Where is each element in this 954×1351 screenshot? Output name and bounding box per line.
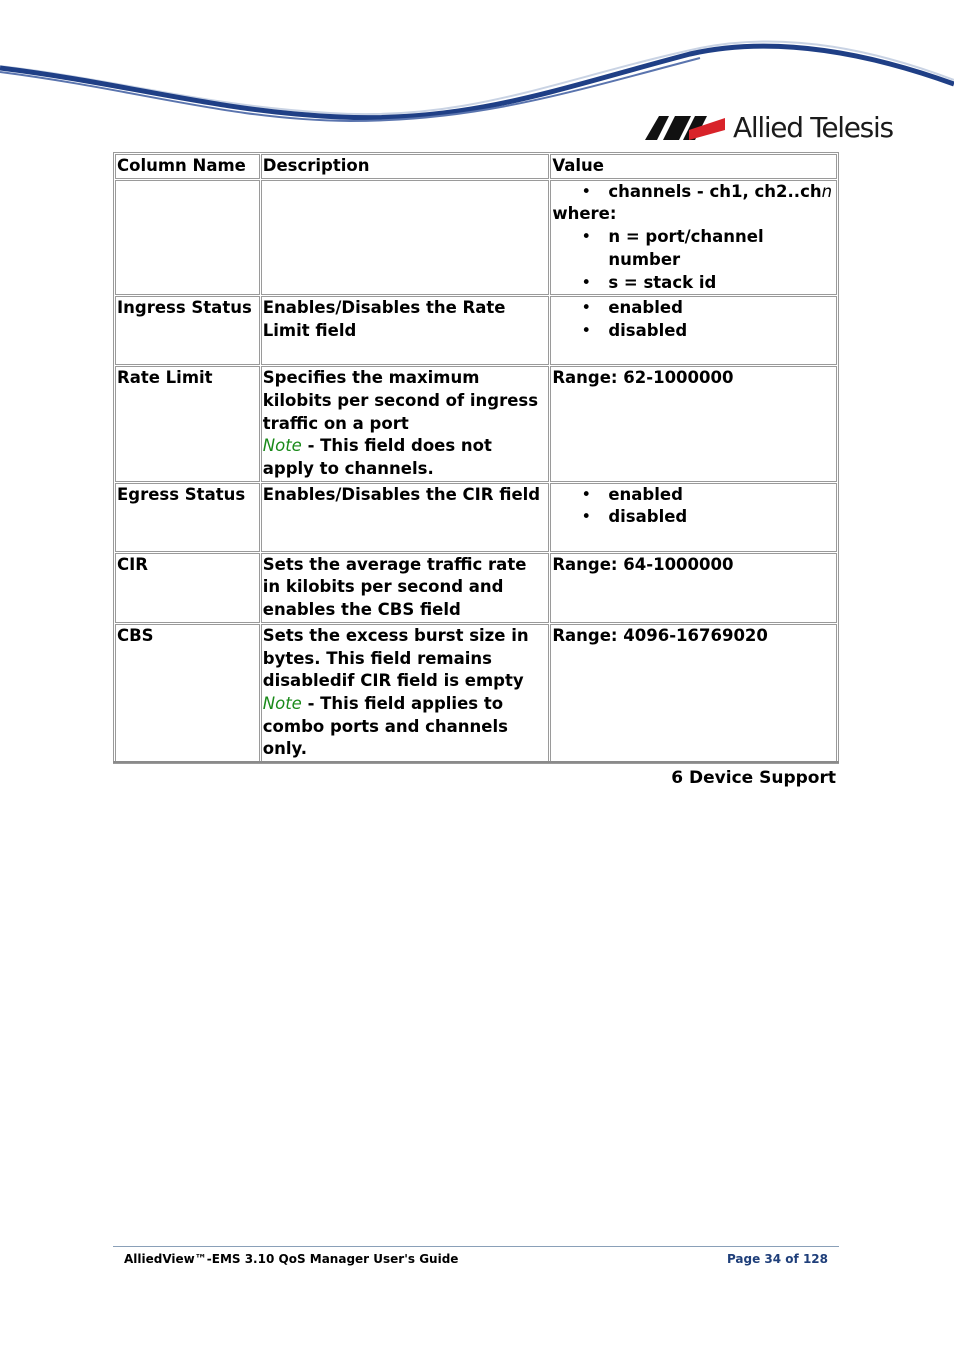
section-title: 6 Device Support	[671, 768, 836, 788]
list-item: • n = port/channel number	[608, 226, 835, 271]
row-value-cell	[550, 296, 837, 365]
table-row	[115, 366, 837, 482]
note-label: Note	[262, 436, 302, 456]
row-name-cell: Rate Limit	[115, 366, 260, 482]
row-name-cell: Egress Status	[115, 483, 260, 552]
row-description-cell	[261, 180, 550, 296]
list-item: • channels - ch1, ch2..chn	[608, 181, 835, 204]
header-column-name: Column Name	[115, 154, 260, 179]
list-item: • enabled	[608, 297, 835, 320]
list-item: • disabled	[608, 506, 835, 529]
row-name-cell: CIR	[115, 553, 260, 623]
footer-page-number: Page 34 of 128	[726, 1252, 828, 1266]
list-item: • disabled	[608, 320, 835, 343]
allied-telesis-logo-mark	[645, 112, 727, 142]
row-name-cell: Ingress Status	[115, 296, 260, 365]
row-description-cell: Sets the average traffic rate in kilobits per second and enables the CBS field	[261, 553, 550, 623]
table-row	[115, 553, 837, 623]
header-description: Description	[261, 154, 550, 179]
row-description-cell: Sets the excess burst size in bytes. This field remains disabledif CIR field is empty Note - This field applies to combo ports and channels only.	[261, 624, 550, 762]
footer-document-title: AlliedView™-EMS 3.10 QoS Manager User's Guide	[124, 1252, 459, 1266]
table-row	[115, 180, 837, 296]
allied-telesis-logo	[645, 108, 893, 146]
header-value: Value	[550, 154, 837, 179]
note-label: Note	[262, 693, 302, 713]
row-value-cell	[550, 483, 837, 552]
list-item: • s = stack id	[608, 272, 835, 295]
table-header-row	[115, 154, 837, 179]
table-row	[115, 483, 837, 552]
where-label: where:	[552, 204, 617, 224]
field-description-table	[113, 152, 839, 764]
footer-divider	[113, 1246, 839, 1247]
row-name-cell: CBS	[115, 624, 260, 762]
row-description-cell: Enables/Disables the CIR field	[261, 483, 550, 552]
table-row	[115, 624, 837, 762]
row-description-cell: Specifies the maximum kilobits per second of ingress traffic on a port Note - This field does not apply to channels.	[261, 366, 550, 482]
list-item: • enabled	[608, 484, 835, 507]
row-value-cell	[550, 180, 837, 296]
table-row	[115, 296, 837, 365]
section-divider	[113, 761, 839, 763]
row-value-cell: Range: 64-1000000	[550, 553, 837, 623]
row-name-cell	[115, 180, 260, 296]
row-value-cell: Range: 62-1000000	[550, 366, 837, 482]
logo-wordmark: Allied Telesis	[733, 110, 893, 144]
row-description-cell: Enables/Disables the Rate Limit field	[261, 296, 550, 365]
row-value-cell: Range: 4096-16769020	[550, 624, 837, 762]
